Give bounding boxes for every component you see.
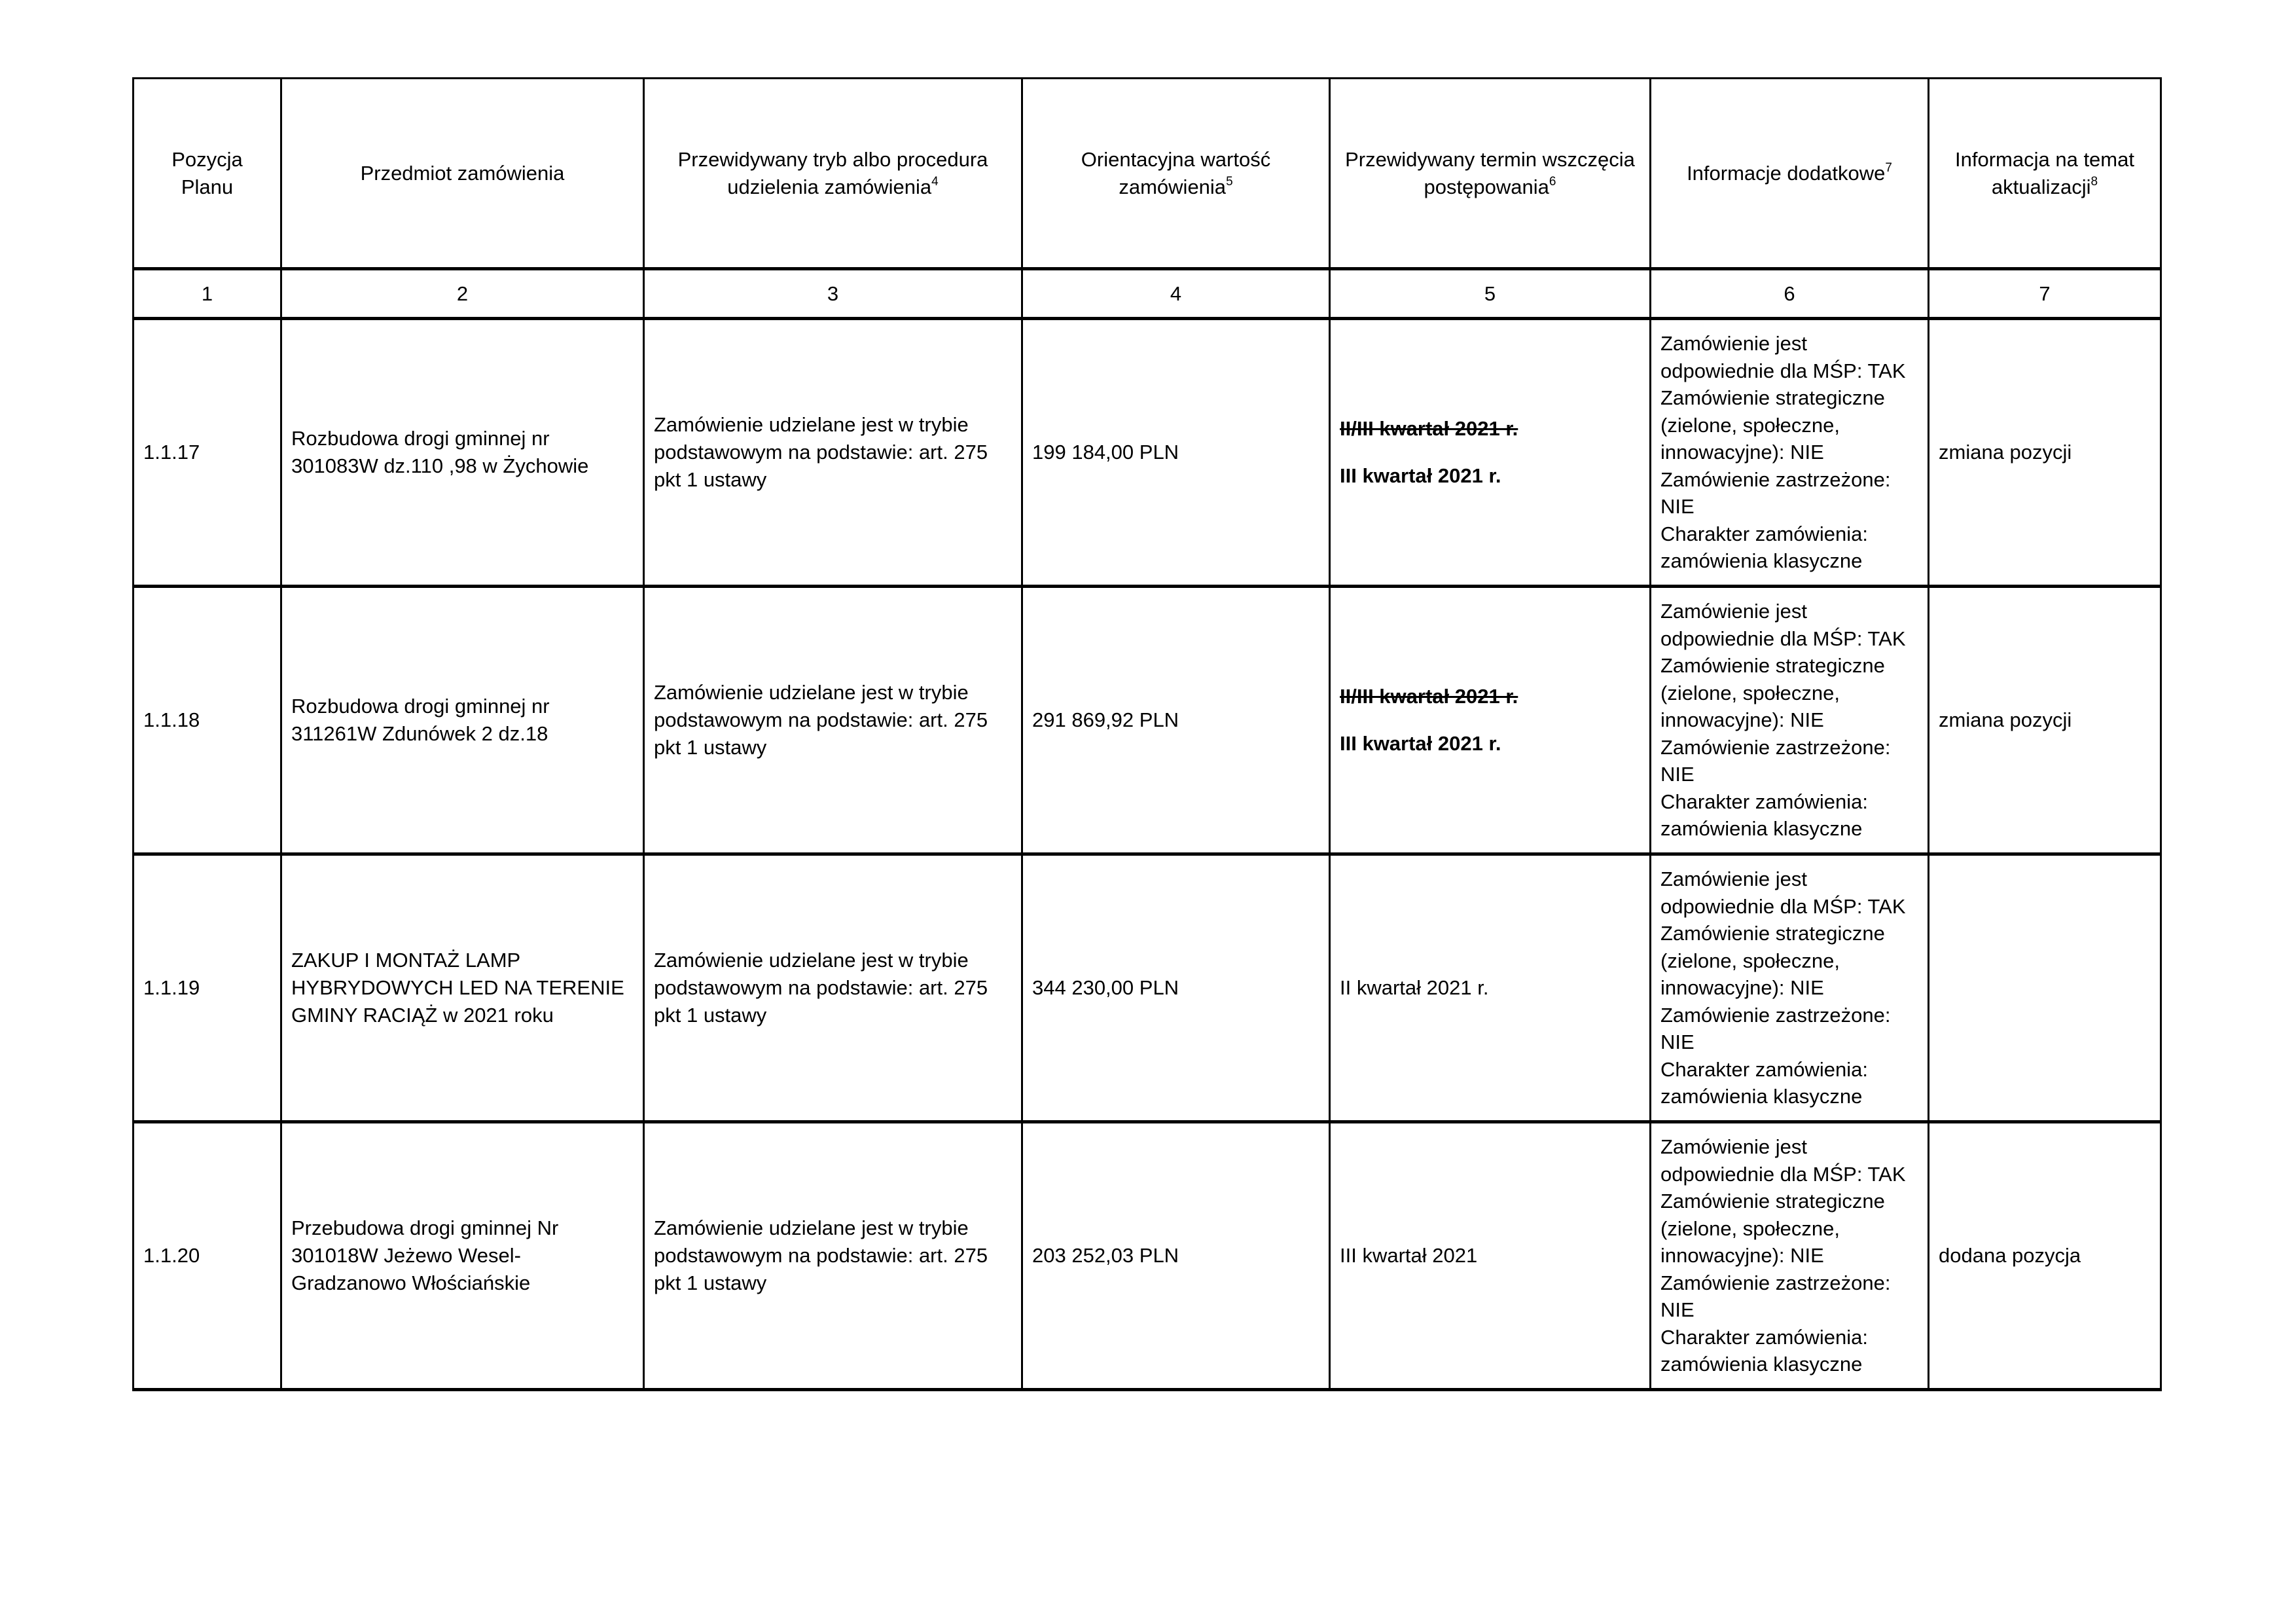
cell-term xyxy=(1330,587,1651,854)
column-number-row xyxy=(134,269,2161,319)
term-new: III kwartał 2021 r. xyxy=(1340,464,1501,487)
cell-additional-info xyxy=(1651,1122,1929,1390)
cell-value: 203 252,03 PLN xyxy=(1022,1122,1330,1390)
header-procedure: Przewidywany tryb albo procedura udzielenia zamówienia$^4$ xyxy=(644,79,1022,269)
footnote-ref: 4 xyxy=(931,174,939,189)
cell-additional-info xyxy=(1651,854,1929,1122)
info-line: Zamówienie zastrzeżone: NIE xyxy=(1660,1271,1891,1322)
header-term: Przewidywany termin wszczęcia postępowania$^6$ xyxy=(1330,79,1651,269)
cell-update: dodana pozycja xyxy=(1929,1122,2161,1390)
info-line: Zamówienie zastrzeżone: NIE xyxy=(1660,735,1891,786)
cell-subject: ZAKUP I MONTAŻ LAMP HYBRYDOWYCH LED NA TERENIE GMINY RACIĄŻ w 2021 roku xyxy=(281,854,644,1122)
info-line: Zamówienie strategiczne (zielone, społeczne, innowacyjne): NIE xyxy=(1660,654,1885,732)
cell-position: 1.1.17 xyxy=(134,319,281,587)
cell-update: zmiana pozycji xyxy=(1929,319,2161,587)
cell-position: 1.1.20 xyxy=(134,1122,281,1390)
cell-term xyxy=(1330,854,1651,1122)
cell-additional-info xyxy=(1651,587,1929,854)
info-line: Zamówienie strategiczne (zielone, społeczne, innowacyjne): NIE xyxy=(1660,922,1885,1000)
cell-procedure: Zamówienie udzielane jest w trybie podstawowym na podstawie: art. 275 pkt 1 ustawy xyxy=(644,854,1022,1122)
cell-term xyxy=(1330,1122,1651,1390)
term-new: III kwartał 2021 r. xyxy=(1340,732,1501,755)
table-body xyxy=(134,319,2161,1390)
cell-procedure: Zamówienie udzielane jest w trybie podstawowym na podstawie: art. 275 pkt 1 ustawy xyxy=(644,587,1022,854)
column-number: 7 xyxy=(1929,269,2161,319)
column-number: 5 xyxy=(1330,269,1651,319)
cell-additional-info xyxy=(1651,319,1929,587)
info-line: Zamówienie strategiczne (zielone, społeczne, innowacyjne): NIE xyxy=(1660,386,1885,464)
term: II kwartał 2021 r. xyxy=(1340,976,1489,999)
info-line: Zamówienie zastrzeżone: NIE xyxy=(1660,467,1891,519)
cell-term xyxy=(1330,319,1651,587)
info-line: Zamówienie jest odpowiednie dla MŚP: TAK xyxy=(1660,332,1906,382)
header-value: Orientacyjna wartość zamówienia$^5$ xyxy=(1022,79,1330,269)
cell-procedure: Zamówienie udzielane jest w trybie podstawowym na podstawie: art. 275 pkt 1 ustawy xyxy=(644,319,1022,587)
footnote-ref: 5 xyxy=(1226,174,1233,189)
column-number: 1 xyxy=(134,269,281,319)
header-row xyxy=(134,79,2161,269)
footnote-ref: 6 xyxy=(1549,174,1556,189)
table-row xyxy=(134,854,2161,1122)
cell-position: 1.1.18 xyxy=(134,587,281,854)
info-line: Zamówienie jest odpowiednie dla MŚP: TAK xyxy=(1660,1135,1906,1186)
cell-update: zmiana pozycji xyxy=(1929,587,2161,854)
cell-position: 1.1.19 xyxy=(134,854,281,1122)
cell-update xyxy=(1929,854,2161,1122)
info-line: Charakter zamówienia: zamówienia klasyczne xyxy=(1660,1057,1869,1108)
footnote-ref: 8 xyxy=(2090,174,2098,189)
header-additional-info: Informacje dodatkowe$^7$ xyxy=(1651,79,1929,269)
term: III kwartał 2021 xyxy=(1340,1244,1478,1267)
table-row xyxy=(134,587,2161,854)
table-row xyxy=(134,1122,2161,1390)
term-struck-old: II/III kwartał 2021 r. xyxy=(1340,417,1518,440)
cell-subject: Rozbudowa drogi gminnej nr 311261W Zdunówek 2 dz.18 xyxy=(281,587,644,854)
info-line: Charakter zamówienia: zamówienia klasyczne xyxy=(1660,1325,1869,1376)
cell-value: 199 184,00 PLN xyxy=(1022,319,1330,587)
info-line: Zamówienie jest odpowiednie dla MŚP: TAK xyxy=(1660,600,1906,650)
column-number: 3 xyxy=(644,269,1022,319)
info-line: Charakter zamówienia: zamówienia klasyczne xyxy=(1660,790,1869,841)
cell-subject: Przebudowa drogi gminnej Nr 301018W Jeżewo Wesel-Gradzanowo Włościańskie xyxy=(281,1122,644,1390)
header-subject: Przedmiot zamówienia xyxy=(281,79,644,269)
cell-procedure: Zamówienie udzielane jest w trybie podstawowym na podstawie: art. 275 pkt 1 ustawy xyxy=(644,1122,1022,1390)
cell-value: 344 230,00 PLN xyxy=(1022,854,1330,1122)
column-number: 6 xyxy=(1651,269,1929,319)
header-update-info: Informacja na temat aktualizacji$^8$ xyxy=(1929,79,2161,269)
column-number: 4 xyxy=(1022,269,1330,319)
cell-value: 291 869,92 PLN xyxy=(1022,587,1330,854)
table-row xyxy=(134,319,2161,587)
footnote-ref: 7 xyxy=(1885,160,1892,175)
info-line: Zamówienie zastrzeżone: NIE xyxy=(1660,1003,1891,1054)
term-struck-old: II/III kwartał 2021 r. xyxy=(1340,685,1518,708)
info-line: Charakter zamówienia: zamówienia klasyczne xyxy=(1660,522,1869,573)
procurement-plan-table xyxy=(132,77,2162,1391)
info-line: Zamówienie jest odpowiednie dla MŚP: TAK xyxy=(1660,867,1906,918)
cell-subject: Rozbudowa drogi gminnej nr 301083W dz.110 ,98 w Żychowie xyxy=(281,319,644,587)
column-number: 2 xyxy=(281,269,644,319)
header-position: Pozycja Planu xyxy=(134,79,281,269)
info-line: Zamówienie strategiczne (zielone, społeczne, innowacyjne): NIE xyxy=(1660,1190,1885,1267)
